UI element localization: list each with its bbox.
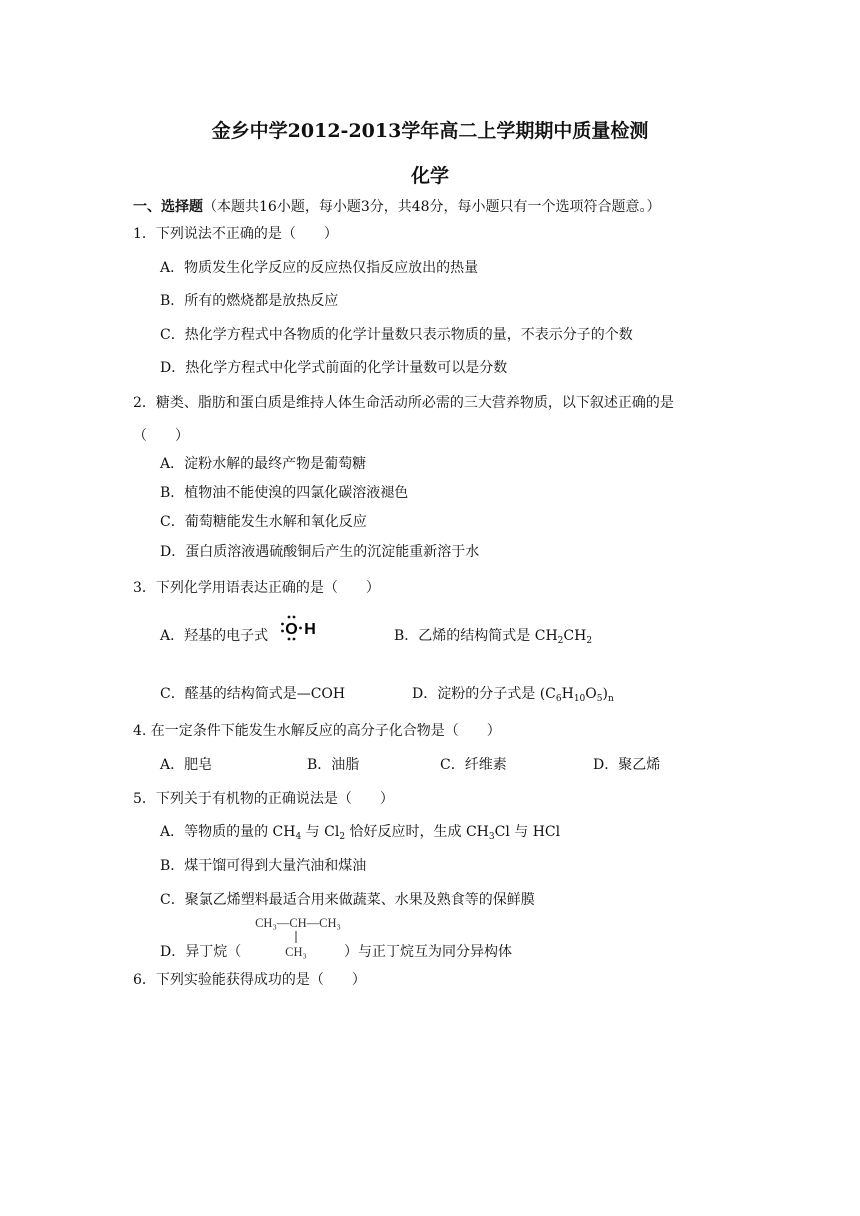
isobutane-branch: CH₃ [285,945,307,959]
section-header [133,197,661,217]
q5-option-d-pre: D．异丁烷（ [160,944,242,960]
q5-option-c: C．聚氯乙烯塑料最适合用来做蔬菜、水果及熟食等的保鲜膜 [160,892,535,908]
q1-option-c: C．热化学方程式中各物质的化学计量数只表示物质的量，不表示分子的个数 [160,327,633,343]
exam-title: 金乡中学2012-2013学年高二上学期期中质量检测 [211,120,649,142]
q1-option-d: D．热化学方程式中化学式前面的化学计量数可以是分数 [160,360,508,376]
q6-stem: 6．下列实验能获得成功的是（ ） [133,972,366,988]
starch-formula: $(C_6H_{10}O_5)_n$ [539,686,614,704]
q4-option-a: A．肥皂 [160,757,213,773]
q5-a-text-1: A．等物质的量的 CH [160,824,296,840]
q3-option-d [412,684,614,704]
q3-option-a: A．羟基的电子式 [160,628,269,644]
q1-stem: 1．下列说法不正确的是（ ） [133,226,338,242]
q5-option-a: A．等物质的量的 $CH_4$ 与 $Cl_2$ 恰好反应时，生成 $CH_3Cl$ 与 HCl [160,824,561,842]
section-heading: 一、选择题 [133,199,203,215]
hydrogen-symbol: H [304,621,316,638]
q2-option-a: A．淀粉水解的最终产物是葡萄糖 [160,456,367,472]
q2-option-b: B．植物油不能使溴的四氯化碳溶液褪色 [160,485,409,501]
q5-option-d-post: ）与正丁烷互为同分异构体 [344,944,512,960]
subject-title: 化学 [410,165,449,187]
section-note: （本题共16小题，每小题3分，共48分，每小题只有一个选项符合题意。） [203,199,661,215]
q3-option-b-text: B．乙烯的结构简式是 [394,628,535,644]
isobutane-chain: CH₃—CH—CH₃ [255,916,341,930]
oxygen-symbol: O [285,621,298,638]
q3-option-c: C．醛基的结构简式是—COH [160,686,346,702]
q2-paren: （ ） [133,428,189,444]
q2-stem: 2．糖类、脂肪和蛋白质是维持人体生命活动所必需的三大营养物质，以下叙述正确的是 [133,395,674,411]
q1-option-b: B．所有的燃烧都是放热反应 [160,293,339,309]
q4-option-b: B．油脂 [307,757,360,773]
q4-option-d: D．聚乙烯 [593,757,661,773]
q4-option-c: C．纤维素 [440,757,507,773]
q5-stem: 5．下列关于有机物的正确说法是（ ） [133,791,394,807]
hydroxyl-electron-formula [280,614,320,642]
q5-option-b: B．煤干馏可得到大量汽油和煤油 [160,858,367,874]
q2-option-c: C．葡萄糖能发生水解和氧化反应 [160,514,367,530]
q5-a-text-2: 与 Cl [301,824,340,840]
q1-option-a: A．物质发生化学反应的反应热仅指反应放出的热量 [160,260,479,276]
q3-option-b [394,626,592,646]
q5-a-text-3: 恰好反应时，生成 CH [345,824,489,840]
q4-stem: 4. 在一定条件下能发生水解反应的高分子化合物是（ ） [133,723,501,739]
q2-option-d: D．蛋白质溶液遇硫酸铜后产生的沉淀能重新溶于水 [160,544,480,560]
ethylene-formula: $CH_2CH_2$ [534,628,593,646]
q3-stem: 3．下列化学用语表达正确的是（ ） [133,580,380,596]
q3-option-d-text: D．淀粉的分子式是 [412,686,540,702]
q5-a-text-4: Cl 与 HCl [494,824,561,840]
isobutane-structure [246,913,350,959]
